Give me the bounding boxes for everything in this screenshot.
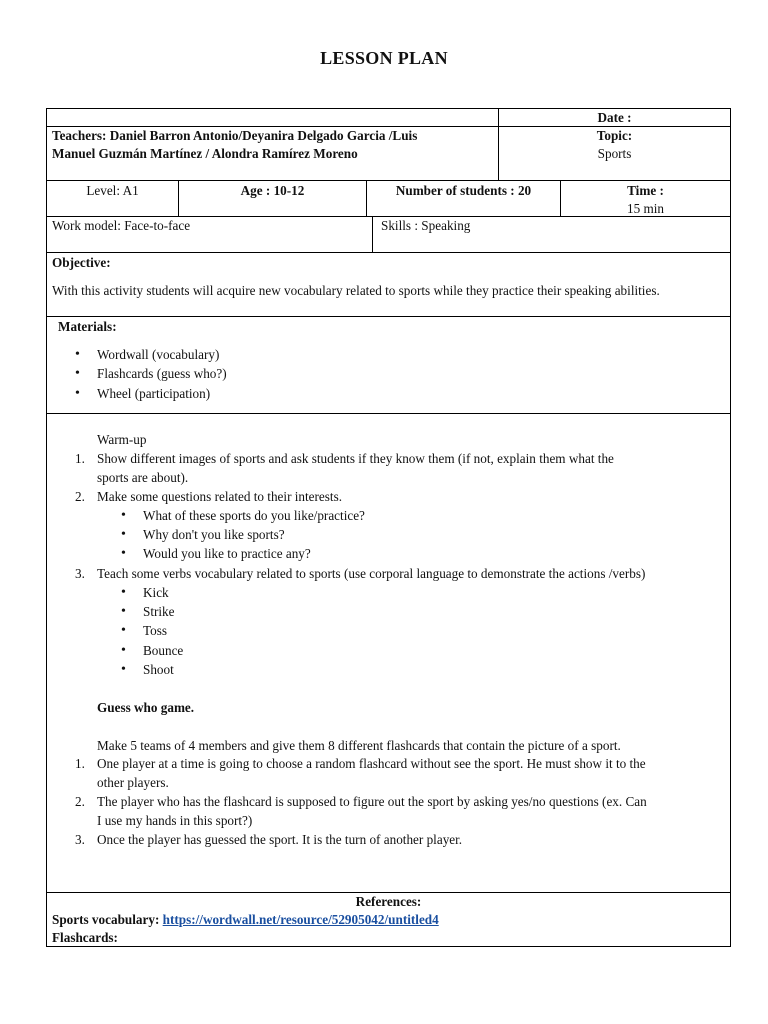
materials-item: • Wordwall (vocabulary) — [97, 346, 219, 365]
game-step-3-text: Once the player has guessed the sport. It is the turn of another player. — [97, 832, 463, 847]
objective-text: With this activity students will acquire new vocabulary related to sports while they practice their speaking abilities. — [52, 283, 660, 298]
step-1 — [75, 450, 727, 487]
procedure-cell — [46, 413, 731, 893]
game-intro: Make 5 teams of 4 members and give them 8 different flashcards that contain the picture of a sport. — [97, 738, 621, 753]
step-3-text: Teach some verbs vocabulary related to sports (use corporal language to demonstrate the actions /verbs) — [97, 566, 646, 581]
topic-label: Topic: — [596, 128, 633, 143]
step-number: 2. — [75, 794, 85, 809]
step-number: 1. — [75, 451, 85, 466]
students-text: Number of students : 20 — [395, 183, 532, 198]
step-2 — [75, 488, 343, 507]
objective-cell — [46, 252, 731, 317]
sports-vocabulary-label: Sports vocabulary: — [52, 912, 160, 927]
time-label: Time : — [627, 183, 664, 198]
skills-cell — [372, 216, 731, 253]
sports-vocabulary-ref — [52, 911, 439, 930]
students-cell — [366, 180, 561, 217]
step-number: 3. — [75, 566, 85, 581]
time-cell — [560, 180, 731, 217]
materials-item: • Flashcards (guess who?) — [97, 365, 227, 384]
work-model-cell — [46, 216, 373, 253]
verb-item: • Toss — [143, 622, 167, 641]
question-item: • Would you like to practice any? — [143, 545, 311, 564]
step-number: 2. — [75, 489, 85, 504]
question-item: • What of these sports do you like/practice? — [143, 507, 365, 526]
verb-item: • Strike — [143, 603, 175, 622]
flashcards-ref-label: Flashcards: — [52, 930, 118, 945]
step-1-line-1: Show different images of sports and ask students if they know them (if not, explain them what the — [97, 451, 614, 466]
game-step-3 — [75, 831, 463, 850]
game-step-2 — [75, 793, 727, 830]
teachers-line-1: Teachers: Daniel Barron Antonio/Deyanira Delgado Garcia /Luis — [52, 128, 418, 143]
age-text: Age : 10-12 — [240, 183, 305, 198]
date-label: Date : — [597, 110, 632, 125]
objective-label: Objective: — [52, 255, 111, 270]
warmup-heading: Warm-up — [97, 432, 147, 447]
date-cell — [498, 108, 731, 127]
question-item: • Why don't you like sports? — [143, 526, 285, 545]
teachers-cell — [46, 126, 499, 181]
step-number: 1. — [75, 756, 85, 771]
game-step-1-line-2: other players. — [97, 774, 169, 790]
wordwall-link[interactable]: https://wordwall.net/resource/52905042/untitled4 — [162, 912, 439, 927]
verb-item: • Kick — [143, 584, 169, 603]
skills-text: Skills : Speaking — [381, 218, 471, 233]
topic-value: Sports — [597, 146, 632, 161]
references-cell — [46, 892, 731, 947]
game-step-1-line-1: One player at a time is going to choose a random flashcard without see the sport. He must show it to the — [97, 756, 646, 771]
page-title: LESSON PLAN — [320, 48, 448, 68]
verb-item: • Shoot — [143, 661, 174, 680]
age-cell — [178, 180, 367, 217]
game-heading: Guess who game. — [97, 700, 195, 715]
step-number: 3. — [75, 832, 85, 847]
header-row-top — [46, 108, 499, 127]
topic-cell — [498, 126, 731, 181]
game-step-1 — [75, 755, 727, 792]
references-label: References: — [355, 894, 422, 909]
level-cell — [46, 180, 179, 217]
verb-item: • Bounce — [143, 642, 183, 661]
step-3 — [75, 565, 646, 584]
step-2-text: Make some questions related to their interests. — [97, 489, 343, 504]
materials-label: Materials: — [58, 319, 117, 334]
materials-cell — [46, 316, 731, 414]
work-model-text: Work model: Face-to-face — [52, 218, 191, 233]
materials-item: • Wheel (participation) — [97, 385, 210, 404]
step-1-line-2: sports are about). — [97, 469, 189, 485]
level-text: Level: A1 — [86, 183, 139, 198]
time-value: 15 min — [627, 201, 664, 216]
game-step-2-line-1: The player who has the flashcard is supposed to figure out the sport by asking yes/no questions (ex. Can — [97, 794, 647, 809]
game-step-2-line-2: I use my hands in this sport?) — [97, 812, 253, 828]
teachers-line-2: Manuel Guzmán Martínez / Alondra Ramírez Moreno — [52, 146, 358, 161]
